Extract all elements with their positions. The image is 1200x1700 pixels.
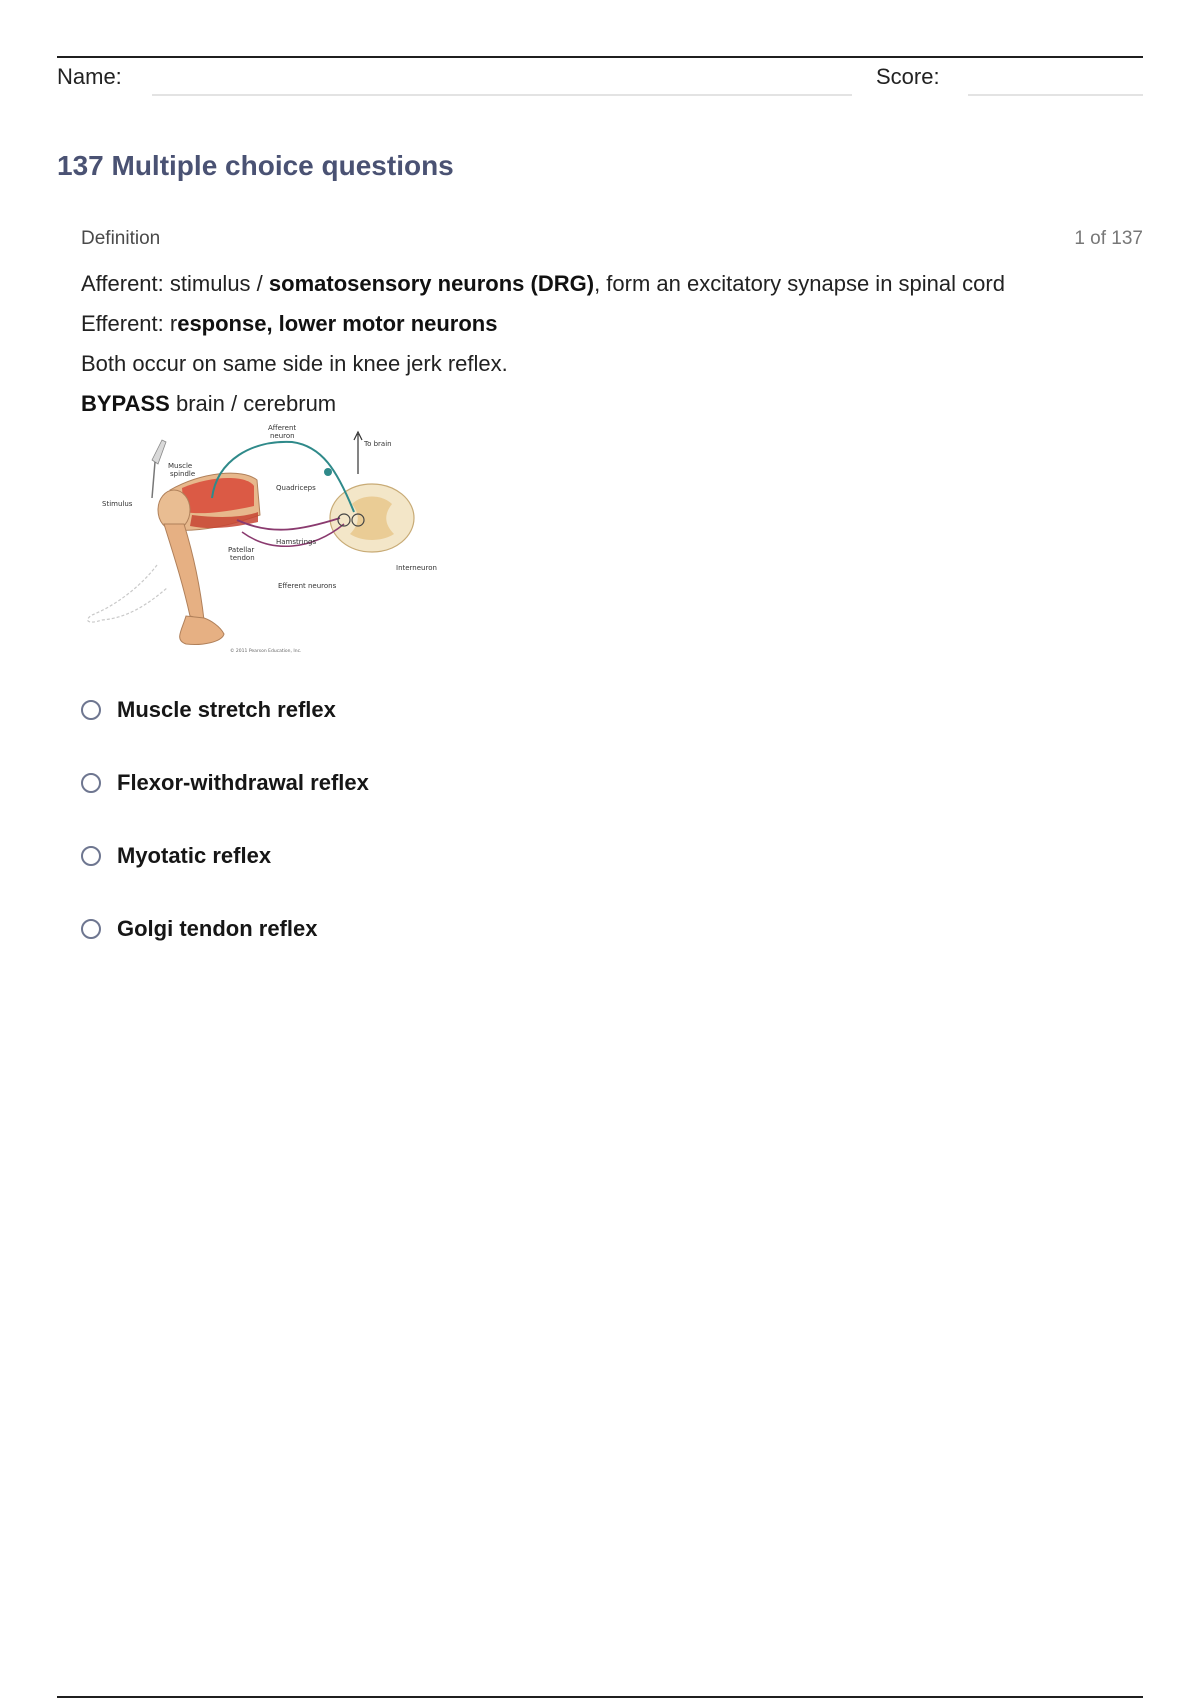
name-input-line[interactable] xyxy=(152,94,852,96)
answer-option-4[interactable] xyxy=(81,911,369,947)
score-input-line[interactable] xyxy=(968,94,1143,96)
answer-option-3[interactable] xyxy=(81,838,369,874)
radio-button[interactable] xyxy=(81,846,101,866)
answer-options xyxy=(81,692,369,984)
name-label: Name: xyxy=(57,64,122,89)
label-spindle: spindle xyxy=(170,470,196,478)
answer-option-2[interactable] xyxy=(81,765,369,801)
radio-button[interactable] xyxy=(81,700,101,720)
answer-option-1[interactable] xyxy=(81,692,369,728)
score-label: Score: xyxy=(876,64,940,89)
knee-jerk-reflex-diagram xyxy=(82,420,442,656)
label-to-brain: To brain xyxy=(364,440,392,448)
label-muscle: Muscle xyxy=(168,462,193,470)
answer-option-label: Golgi tendon reflex xyxy=(117,916,318,941)
lower-leg-shape xyxy=(164,524,204,620)
answer-option-label: Muscle stretch reflex xyxy=(117,697,336,722)
label-quadriceps: Quadriceps xyxy=(276,484,316,492)
label-efferent-neurons: Efferent neurons xyxy=(278,582,337,590)
top-rule xyxy=(57,56,1143,58)
bottom-rule xyxy=(57,1696,1143,1698)
foot-shape xyxy=(180,616,224,645)
drg-cell-body xyxy=(324,468,332,476)
question-counter: 1 of 137 xyxy=(1074,228,1143,249)
definition-line-4: BYPASS brain / cerebrum xyxy=(81,391,337,416)
label-afferent: Afferent xyxy=(268,424,297,432)
leg-motion-outline xyxy=(88,565,167,622)
label-neuron: neuron xyxy=(270,432,295,440)
answer-option-label: Myotatic reflex xyxy=(117,843,272,868)
page-title: 137 Multiple choice questions xyxy=(57,150,454,181)
label-interneuron: Interneuron xyxy=(396,564,437,572)
label-patellar: Patellar xyxy=(228,546,255,554)
label-tendon: tendon xyxy=(230,554,255,562)
definition-text xyxy=(81,264,1005,424)
radio-button[interactable] xyxy=(81,773,101,793)
definition-line-3: Both occur on same side in knee jerk reflex. xyxy=(81,351,508,376)
radio-button[interactable] xyxy=(81,919,101,939)
label-hamstrings: Hamstrings xyxy=(276,538,317,546)
label-stimulus: Stimulus xyxy=(102,500,133,508)
answer-option-label: Flexor-withdrawal reflex xyxy=(117,770,369,795)
label-copyright: © 2011 Pearson Education, Inc. xyxy=(230,649,302,654)
question-type-label: Definition xyxy=(81,228,161,249)
definition-line-1: Afferent: stimulus / somatosensory neurons (DRG), form an excitatory synapse in spinal cord xyxy=(81,271,1005,296)
definition-line-2: Efferent: response, lower motor neurons xyxy=(81,311,498,336)
reflex-hammer xyxy=(152,440,166,464)
